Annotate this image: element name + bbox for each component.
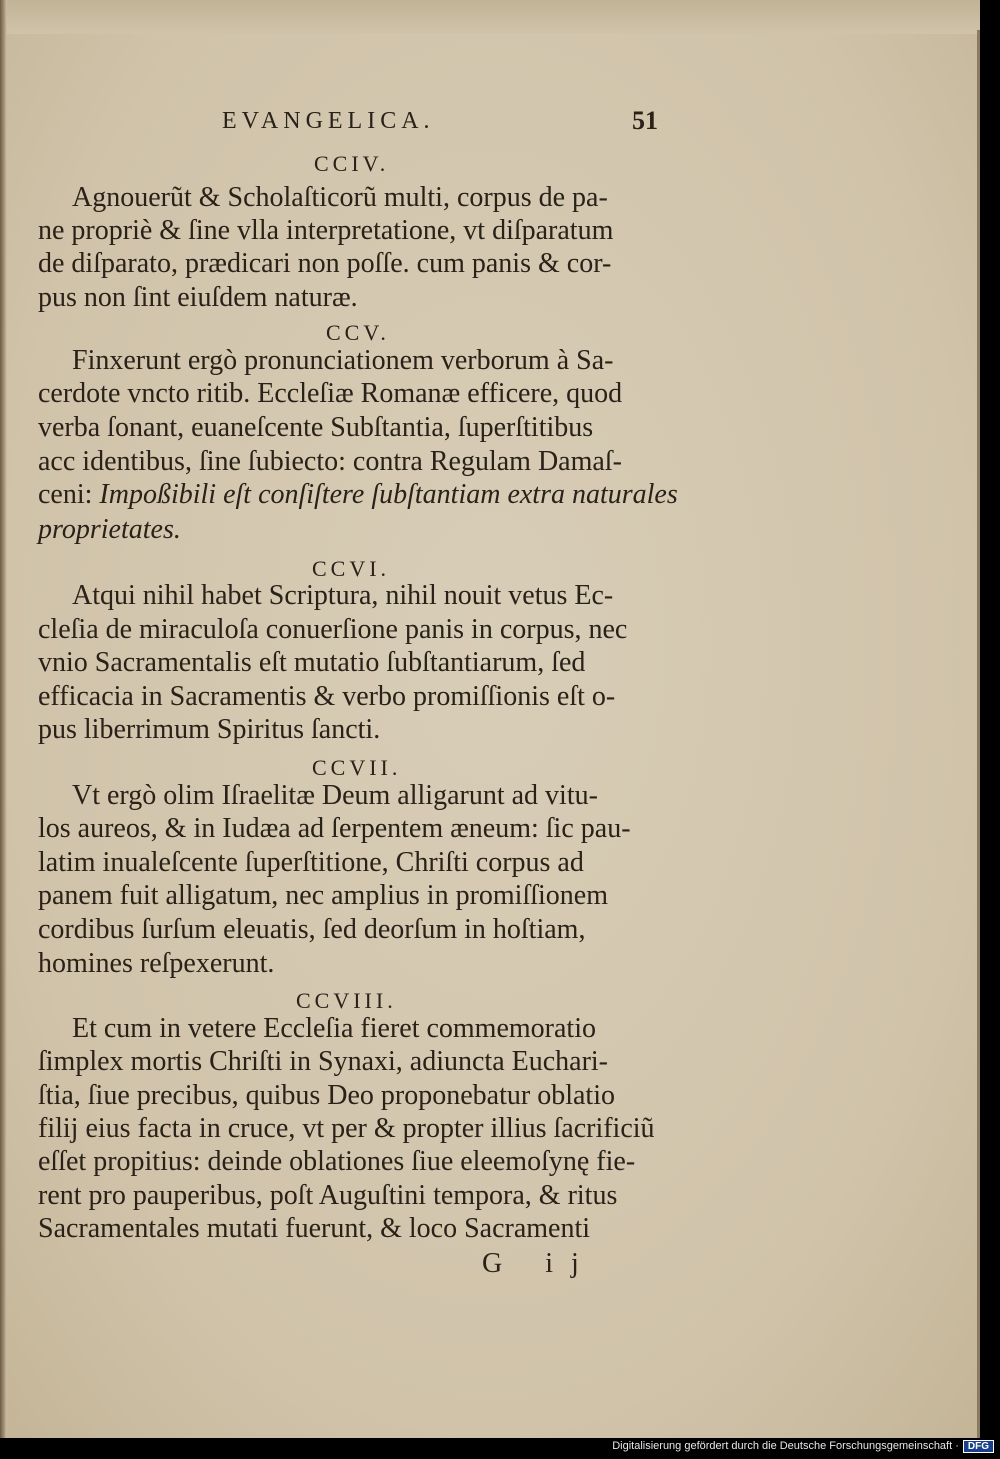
text-line: ne propriè & ſine vlla interpretatione, vt diſparatum xyxy=(38,215,614,246)
section-number: CCVIII. xyxy=(296,988,397,1013)
section-number: CCV. xyxy=(326,320,390,345)
text-line: Atqui nihil habet Scriptura, nihil nouit vetus Ec- xyxy=(72,580,614,611)
text-line: pus non ſint eiuſdem naturæ. xyxy=(38,282,358,313)
text-line: ſtia, ſiue precibus, quibus Deo proponebatur oblatio xyxy=(38,1080,615,1111)
text-line: de diſparato, prædicari non poſſe. cum panis & cor- xyxy=(38,248,612,279)
text-line: panem fuit alligatum, nec amplius in promiſſionem xyxy=(38,880,608,911)
credit-text: Digitalisierung gefördert durch die Deutsche Forschungsgemeinschaft · xyxy=(612,1440,959,1452)
text-line: eſſet propitius: deinde oblationes ſiue eleemoſynę fie- xyxy=(38,1146,636,1177)
folio-number: 51 xyxy=(632,106,658,135)
signature-mark: G ij xyxy=(482,1248,597,1279)
text-line: latim inualeſcente ſuperſtitione, Chriſti corpus ad xyxy=(38,847,584,878)
text-line: Agnouerũt & Scholaſticorũ multi, corpus de pa- xyxy=(72,182,608,213)
page-top-edge xyxy=(0,0,980,34)
digitization-credit xyxy=(612,1440,994,1453)
page-left-edge xyxy=(0,0,7,1438)
text-line: homines reſpexerunt. xyxy=(38,948,275,979)
text-line: filij eius facta in cruce, vt per & propter illius ſacrificiũ xyxy=(38,1113,655,1144)
text-line xyxy=(38,479,678,511)
text-line: Sacramentales mutati fuerunt, & loco Sacramenti xyxy=(38,1213,591,1244)
text-line: efficacia in Sacramentis & verbo promiſſionis eſt o- xyxy=(38,681,616,712)
text-line: cleſia de miraculoſa conuerſione panis in corpus, nec xyxy=(38,614,628,645)
dfg-logo: DFG xyxy=(963,1440,994,1453)
italic-quote-end: proprietates. xyxy=(38,514,181,545)
text-line: cordibus ſurſum eleuatis, ſed deorſum in hoſtiam, xyxy=(38,914,586,945)
section-number: CCVI. xyxy=(312,556,391,581)
page-right-edge xyxy=(977,30,980,1438)
text-line: Et cum in vetere Eccleſia fieret commemoratio xyxy=(72,1013,596,1044)
text-line-roman: ceni: xyxy=(38,479,100,510)
section-number: CCIV. xyxy=(314,151,390,176)
text-line: ſimplex mortis Chriſti in Synaxi, adiuncta Euchari- xyxy=(38,1046,609,1077)
text-line: los aureos, & in Iudæa ad ſerpentem æneum: ſic pau- xyxy=(38,813,631,844)
text-line: rent pro pauperibus, poſt Auguſtini tempora, & ritus xyxy=(38,1180,618,1211)
italic-quote: Impoßibili eſt conſiſtere ſubſtantiam extra naturales xyxy=(99,479,678,510)
text-line: acc identibus, ſine ſubiecto: contra Regulam Damaſ- xyxy=(38,446,622,477)
text-line: Finxerunt ergò pronunciationem verborum à Sa- xyxy=(72,345,614,376)
text-line: vnio Sacramentalis eſt mutatio ſubſtantiarum, ſed xyxy=(38,647,586,678)
text-line: cerdote vncto ritib. Eccleſiæ Romanæ efficere, quod xyxy=(38,378,623,409)
section-number: CCVII. xyxy=(312,755,402,780)
text-line: verba ſonant, euaneſcente Subſtantia, ſuperſtitibus xyxy=(38,412,594,443)
running-title: EVANGELICA. xyxy=(222,108,435,134)
text-line: Vt ergò olim Iſraelitæ Deum alligarunt ad vitu- xyxy=(72,780,598,811)
text-line: pus liberrimum Spiritus ſancti. xyxy=(38,714,381,745)
